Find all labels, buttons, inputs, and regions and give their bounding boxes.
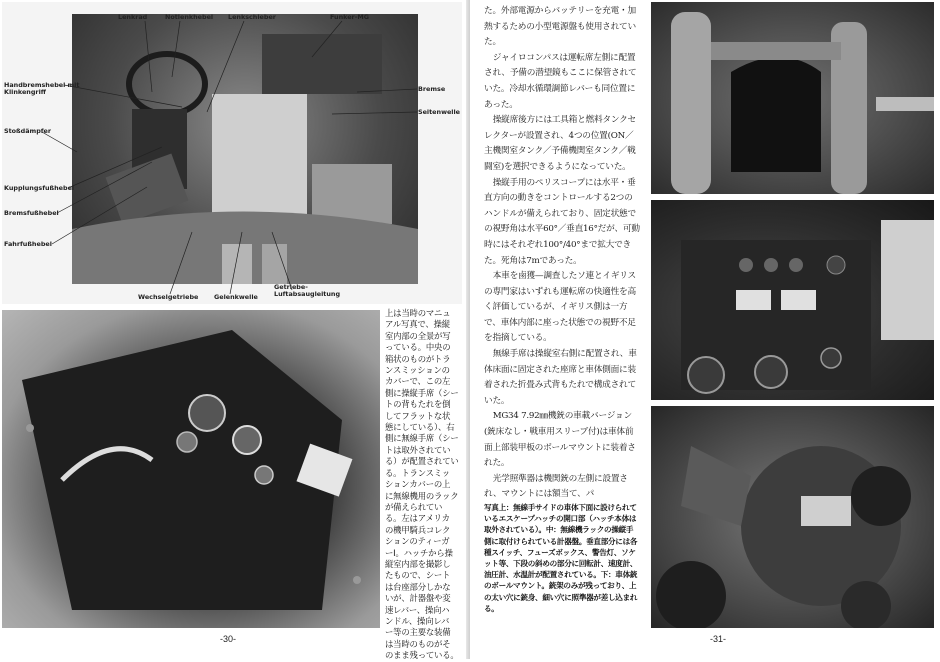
caption-line: は当時のものがそ: [385, 638, 451, 649]
caption-line: トは取外されてい: [385, 444, 451, 455]
callout-getriebe-2: Luftabsaugleitung: [274, 290, 341, 298]
body-paragraph: 本車を鹵獲—調査したソ連とイギリスの専門家はいずれも運転席の快適性を高く評価しているが、イギリス側は一方で、車体内部に座った状態での視野不足を指摘している。: [484, 271, 636, 344]
callout-lines: [2, 2, 462, 304]
caption-line: の機甲騎兵コレク: [385, 524, 451, 535]
ball-mount-shapes: [651, 406, 934, 628]
caption-line: ー等の主要な装備: [385, 627, 451, 638]
ball-mount-photo: [651, 406, 934, 628]
body-paragraph: 光学照準器は機関銃の左側に設置され、マウントには額当て、パ: [484, 473, 628, 500]
instrument-panel-shapes: [651, 200, 934, 400]
caption-line: 態にしている）、右: [385, 422, 455, 433]
callout-bremse: Bremse: [418, 85, 446, 93]
callout-bremsfusshebel: Bremsfußhebel: [4, 209, 59, 217]
callout-stossdaempfer: Stoßdämpfer: [4, 127, 52, 135]
caption-line: る）が配置されてい: [385, 456, 459, 467]
caption-line: る。左はアメリカ: [385, 513, 450, 524]
callout-getriebe-1: Getriebe-: [274, 283, 308, 291]
page-number-right: -31-: [710, 634, 727, 644]
callout-handbremshebel-1: Handbremshebel mit: [4, 81, 80, 89]
hatch-photo-shapes: [2, 310, 380, 628]
body-paragraph: ジャイロコンパスは運転席左側に配置され、予備の潜望鏡もここに保管されていた。冷却水循環調節レバーも同位置にあった。: [484, 52, 637, 110]
instrument-panel-photo: [651, 200, 934, 400]
caption-line: に無線機用のラック: [385, 490, 459, 501]
body-paragraph: 無線手席は操縦室右側に配置され、車体床面に固定された座席と車体側面に装着された折畳み式背もたれで構成されていた。: [484, 349, 637, 406]
hatch-interior-photo: [2, 310, 380, 628]
driver-compartment-diagram: [2, 2, 462, 304]
caption-line: 室内部の全景が写: [385, 330, 451, 341]
callout-lenkschieber: Lenkschieber: [228, 13, 276, 21]
caption-line: ーⅠ。ハッチから操: [385, 547, 453, 558]
callout-notlenkhebel: Notlenkhebel: [165, 13, 214, 21]
caption-line: いが、計器盤や変: [385, 593, 451, 604]
right-photo-caption: 写真上：無線手サイドの車体下面に設けられているエスケープハッチの開口部（ハッチ本体は取外されている）。中：無線機ラックの操縦手側に取付けられている計器盤。垂直部分には各種スイッチ、フューズボックス、警告灯、ソケット等、下段の斜めの部分に回転計、速度計、油圧計、水温計が配置されている。下：車体銃のボールマウント。銃架のみが残っており、上の太い穴に銃身、細い穴に照準器が差し込まれる。: [484, 503, 638, 613]
escape-hatch-photo: [651, 2, 934, 194]
caption-line: ションカバーの上: [385, 479, 451, 490]
left-page: [0, 0, 470, 659]
caption-line: たもので、シート: [385, 570, 451, 581]
callout-gelenkwelle: Gelenkwelle: [214, 293, 258, 301]
caption-line: 側に操縦手席（シー: [385, 387, 459, 398]
caption-line: は台座部分しかな: [385, 581, 451, 592]
caption-line: 側に無線手席（シー: [385, 433, 459, 444]
caption-line: 箱状のものがトラ: [385, 353, 451, 364]
caption-line: ションのティーガ: [385, 536, 450, 547]
page-number-left: -30-: [220, 634, 237, 644]
caption-line: ンドル、操向レバ: [385, 615, 450, 626]
caption-line: カバーで、この左: [385, 376, 451, 387]
caption-line: 上は当時のマニュ: [385, 308, 451, 318]
callout-kupplungsfusshebel: Kupplungsfußhebel: [4, 184, 75, 192]
callout-lenkrad: Lenkrad: [118, 13, 148, 21]
escape-hatch-shapes: [651, 2, 934, 194]
caption-line: 速レバー、操向ハ: [385, 604, 450, 615]
body-paragraph: た。外部電源からバッテリーを充電・加熱するための小型電源盤も使用されていた。: [484, 6, 636, 48]
caption-line: っている。中央の: [385, 342, 451, 353]
callout-wechselgetriebe: Wechselgetriebe: [138, 293, 199, 301]
caption-line: のまま残っている。: [385, 650, 459, 661]
caption-line: トの背もたれを倒: [385, 399, 451, 410]
caption-line: ンスミッションの: [385, 365, 450, 376]
callout-handbremshebel-2: Klinkengriff: [4, 88, 46, 96]
caption-line: アル写真で、操縦: [385, 319, 450, 330]
callout-fahrfusshebel: Fahrfußhebel: [4, 240, 52, 248]
callout-seitenwelle: Seitenwelle: [418, 108, 461, 116]
body-paragraph: MG34 7.92㎜機銃の車載バージョン(銃床なし・戦車用スリーブ付)は車体前面上部装甲板のボールマウントに装着された。: [484, 411, 636, 469]
callout-funker-mg: Funker-MG: [330, 13, 369, 21]
caption-line: 縦室内部を撮影し: [385, 558, 451, 569]
body-paragraph: 操縦席後方には工具箱と燃料タンクセレクターが設置され、4つの位置(ON／主機関室タンク／予備機関室タンク／戦闘室)を選択できるようになっていた。: [484, 115, 636, 172]
caption-line: が備えられてい: [385, 501, 443, 512]
caption-line: してフラットな状: [385, 410, 451, 421]
body-paragraph: 操縦手用のペリスコープには水平・垂直方向の動きをコントロールする2つのハンドルが備えられており、固定状態での視野角は水平60°／垂直16°だが、可動時にはそれぞれ100°/40°まで拡大できた。死角は7mであった。: [484, 177, 640, 266]
caption-line: る。トランスミッ: [385, 467, 450, 478]
left-photo-caption: [385, 308, 463, 662]
right-body-text: [484, 4, 640, 503]
